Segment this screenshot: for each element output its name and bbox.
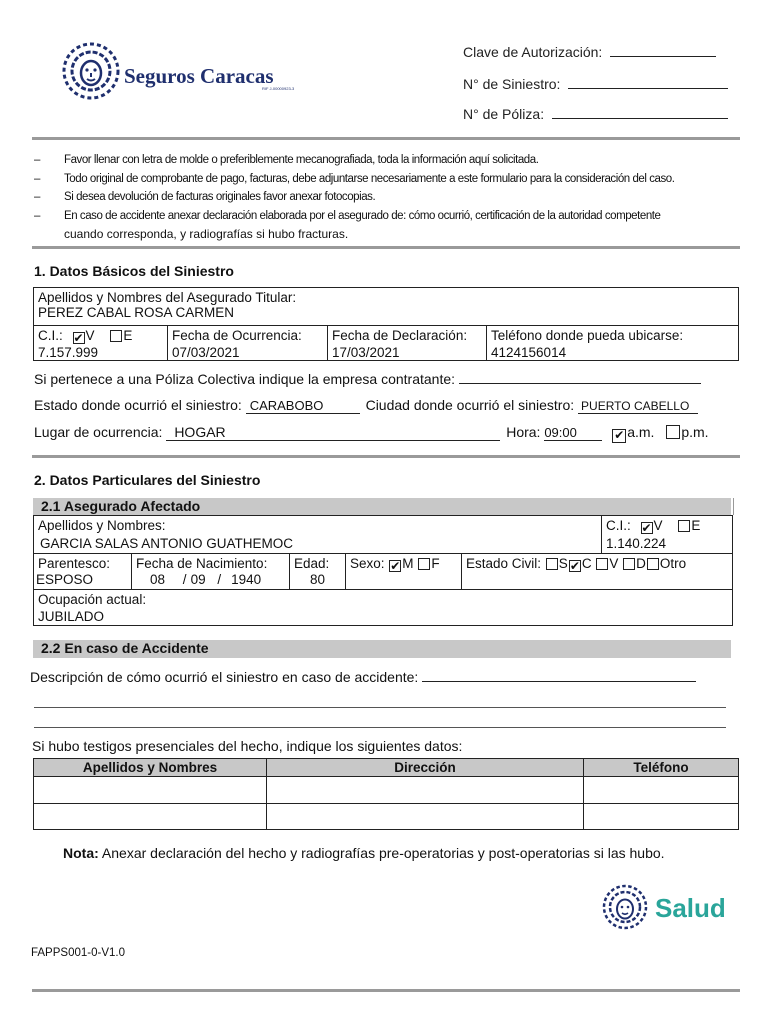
titular-ci-label: C.I.: ✔ V E: [38, 328, 133, 345]
titular-ci-e-checkbox[interactable]: [110, 330, 122, 342]
fecha-declaracion-value[interactable]: 17/03/2021: [332, 345, 400, 360]
afectado-ci-label: C.I.: ✔ V E: [606, 518, 701, 535]
sub-section-accidente: 2.2 En caso de Accidente: [33, 640, 731, 658]
telefono-label: Teléfono donde pueda ubicarse:: [491, 328, 684, 343]
parentesco-value[interactable]: ESPOSO: [36, 572, 94, 587]
nacimiento-value[interactable]: 08 / 09 / 1940: [150, 572, 262, 587]
clave-autorizacion-row: [463, 44, 716, 60]
testigo-telefono-cell[interactable]: [584, 777, 739, 804]
poliza-colectiva-row: [34, 371, 701, 387]
section2-title: 2. Datos Particulares del Siniestro: [34, 472, 261, 488]
afectado-ci-value[interactable]: 1.140.224: [606, 536, 667, 551]
parentesco-label: Parentesco:: [38, 556, 111, 571]
testigos-header-direccion: Dirección: [267, 759, 584, 777]
ocupacion-value[interactable]: JUBILADO: [38, 609, 105, 624]
edad-label: Edad:: [294, 556, 330, 571]
footer-divider: [32, 989, 740, 992]
ocupacion-label: Ocupación actual:: [38, 592, 147, 607]
afectado-ci-e-checkbox[interactable]: [678, 520, 690, 532]
lion-logo-icon: [602, 884, 648, 930]
section1-title: 1. Datos Básicos del Siniestro: [34, 263, 234, 279]
civil-d-checkbox[interactable]: [623, 558, 635, 570]
sexo-m-checkbox[interactable]: ✔: [390, 559, 401, 573]
sexo-row: Sexo: ✔ M F: [350, 556, 440, 573]
civil-s-checkbox[interactable]: [546, 558, 558, 570]
afectado-nombres-label: Apellidos y Nombres:: [38, 518, 166, 533]
testigo-direccion-cell[interactable]: [267, 804, 584, 830]
instructions-list: [34, 151, 750, 244]
descripcion-line[interactable]: [34, 727, 726, 728]
estado-field[interactable]: CARABOBO: [246, 398, 360, 414]
instructions-divider: [32, 246, 740, 249]
numero-siniestro-field[interactable]: [568, 76, 728, 89]
afectado-ci-v-checkbox[interactable]: ✔: [641, 521, 652, 535]
titular-value[interactable]: PEREZ CABAL ROSA CARMEN: [38, 305, 235, 320]
poliza-colectiva-field[interactable]: [459, 371, 701, 384]
numero-poliza-label: N° de Póliza:: [463, 106, 545, 122]
lugar-label: Lugar de ocurrencia:: [34, 424, 163, 440]
civil-c-checkbox[interactable]: ✔: [569, 559, 580, 573]
nota-label: Nota:: [63, 845, 99, 861]
form-code: FAPPS001-0-V1.0: [31, 947, 125, 959]
am-checkbox[interactable]: ✔: [614, 428, 625, 442]
instruction-item-continuation: cuando corresponda, y radiografías si hubo fracturas.: [64, 227, 349, 241]
numero-poliza-field[interactable]: [552, 106, 728, 119]
testigo-nombres-cell[interactable]: [34, 777, 267, 804]
telefono-value[interactable]: 4124156014: [491, 345, 567, 360]
lugar-hora-row: Lugar de ocurrencia: HOGAR Hora: 09:00 ✔ a.m. p.m.: [34, 424, 709, 442]
ciudad-field[interactable]: PUERTO CABELLO: [578, 399, 698, 414]
testigo-nombres-cell[interactable]: [34, 804, 267, 830]
clave-autorizacion-field[interactable]: [610, 44, 716, 57]
titular-ci-value[interactable]: 7.157.999: [38, 345, 99, 360]
instruction-item: – Si desea devolución de facturas originales favor anexar fotocopias.: [34, 191, 376, 203]
fecha-ocurrencia-label: Fecha de Ocurrencia:: [172, 328, 302, 343]
descripcion-field[interactable]: [422, 669, 696, 682]
ciudad-label: Ciudad donde ocurrió el siniestro:: [365, 397, 575, 413]
civil-otro-checkbox[interactable]: [647, 558, 659, 570]
nota-text: Anexar declaración del hecho y radiografías pre-operatorias y post-operatorias si las hubo.: [101, 845, 665, 861]
section1-divider: [32, 455, 740, 458]
descripcion-label: Descripción de cómo ocurrió el siniestro en caso de accidente:: [30, 669, 419, 685]
numero-poliza-row: [463, 106, 728, 122]
sub-section-asegurado-afectado: 2.1 Asegurado Afectado: [33, 498, 731, 515]
testigos-label: Si hubo testigos presenciales del hecho, indique los siguientes datos:: [32, 738, 463, 754]
company-rif: RIF J-00000923-3: [262, 86, 295, 91]
fecha-ocurrencia-value[interactable]: 07/03/2021: [172, 345, 240, 360]
testigo-telefono-cell[interactable]: [584, 804, 739, 830]
estado-ciudad-row: [34, 397, 698, 414]
sub-section-edge: [733, 498, 734, 515]
section2-row-divider: [33, 589, 733, 590]
salud-brand: Salud: [655, 893, 726, 923]
afectado-nombres-value[interactable]: GARCIA SALAS ANTONIO GUATHEMOC: [40, 536, 294, 551]
company-logo: [62, 42, 120, 105]
poliza-colectiva-label: Si pertenece a una Póliza Colectiva indique la empresa contratante:: [34, 371, 456, 387]
instruction-item: – Favor llenar con letra de molde o preferiblemente mecanografiada, toda la información aquí solicitada.: [34, 154, 539, 166]
edad-value[interactable]: 80: [310, 572, 326, 587]
company-name: Seguros Caracas: [124, 64, 274, 88]
sexo-f-checkbox[interactable]: [418, 558, 430, 570]
nacimiento-label: Fecha de Nacimiento:: [136, 556, 268, 571]
table-row: [34, 804, 739, 830]
testigo-direccion-cell[interactable]: [267, 777, 584, 804]
hora-label: Hora:: [506, 424, 541, 440]
numero-siniestro-row: [463, 76, 728, 92]
numero-siniestro-label: N° de Siniestro:: [463, 76, 561, 92]
table-row: [34, 777, 739, 804]
section2-row-divider: [33, 553, 733, 554]
header-divider: [32, 137, 740, 140]
estado-civil-label: Estado Civil:: [466, 556, 542, 571]
testigos-header-nombres: Apellidos y Nombres: [34, 759, 267, 777]
testigos-header-telefono: Teléfono: [584, 759, 739, 777]
titular-ci-v-checkbox[interactable]: ✔: [73, 331, 84, 345]
instruction-item: – En caso de accidente anexar declaración elaborada por el asegurado de: cómo ocurrió, certificación de la autoridad competente: [34, 209, 661, 222]
section1-row-divider: [33, 325, 739, 326]
lugar-field[interactable]: HOGAR: [166, 424, 500, 441]
instruction-item: – Todo original de comprobante de pago, facturas, debe adjuntarse necesariamente a este formulario para la consideración del caso.: [34, 172, 675, 185]
descripcion-line[interactable]: [34, 707, 726, 708]
hora-field[interactable]: 09:00: [544, 425, 602, 441]
estado-label: Estado donde ocurrió el siniestro:: [34, 397, 242, 413]
civil-v-checkbox[interactable]: [596, 558, 608, 570]
clave-autorizacion-label: Clave de Autorización:: [463, 44, 603, 60]
descripcion-row: [30, 669, 696, 685]
titular-label: Apellidos y Nombres del Asegurado Titular:: [38, 290, 297, 305]
fecha-declaracion-label: Fecha de Declaración:: [332, 328, 468, 343]
pm-checkbox[interactable]: [666, 425, 680, 439]
salud-logo: [602, 884, 648, 935]
sexo-label: Sexo:: [350, 556, 385, 571]
estado-civil-row: Estado Civil: S ✔ C V D Otro: [466, 556, 687, 573]
lion-logo-icon: [62, 42, 120, 100]
nota-row: [63, 845, 665, 861]
testigos-table: [33, 758, 739, 830]
